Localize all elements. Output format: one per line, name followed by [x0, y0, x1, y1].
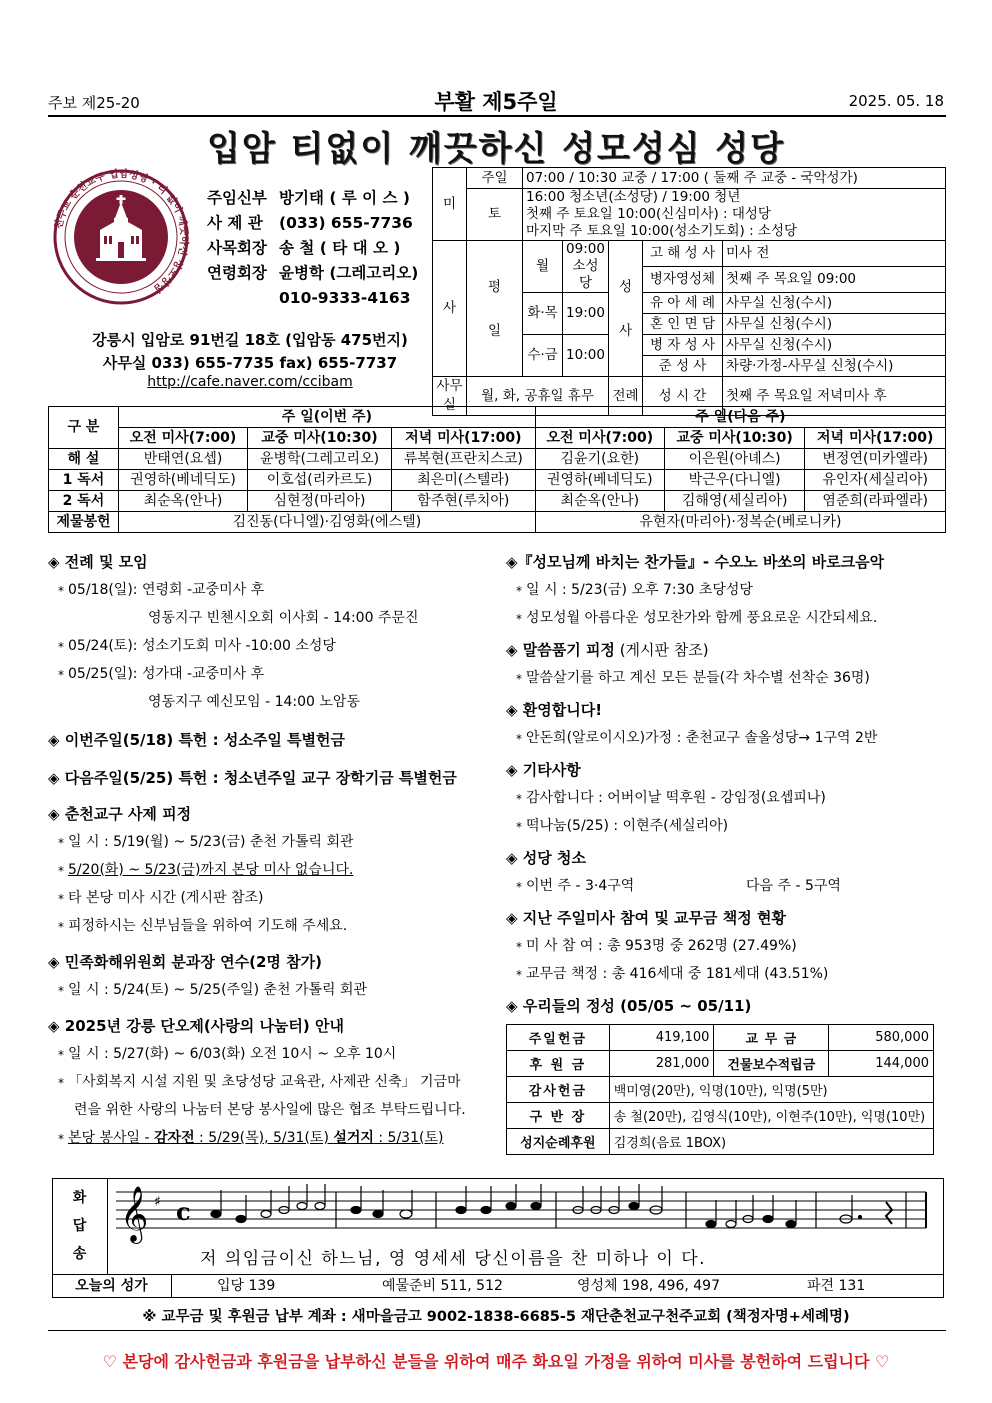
offering-value: 281,000 [609, 1051, 714, 1077]
staff-list [207, 186, 418, 311]
offering-value: 419,100 [609, 1025, 714, 1051]
table-row [49, 491, 946, 512]
service-item-1: 감자전 [154, 1130, 195, 1146]
sacrament-name: 준 성 사 [643, 356, 723, 377]
section-title: ◈ 민족화해위원회 분과장 연수(2명 참가) [48, 953, 322, 971]
hymn-communion: 영성체 198, 496, 497 [577, 1278, 720, 1294]
council-role: 사목회장 [207, 239, 267, 257]
pastor-role: 주임신부 [207, 189, 267, 207]
sacrament-name: 병자영성체 [643, 267, 723, 293]
seal-text: 천주교 춘천교구 입암성당 · 티 없이 깨끗하신 성모성심 [53, 168, 190, 295]
office-hours: 월, 화, 공휴일 휴무 [467, 377, 609, 416]
section-title: ◈ 전례 및 모임 [48, 553, 148, 571]
monday-label: 월 [523, 241, 563, 293]
offering-value: 송 철(20만), 김영식(10만), 이현주(10만), 익명(10만) [609, 1103, 933, 1129]
table-cell: 박근우(다니엘) [664, 470, 805, 491]
sacrament-label-1: 성 [618, 278, 633, 295]
svg-text:♯: ♯ [154, 1194, 161, 1210]
section-title: ◈ 지난 주일미사 참여 및 교무금 책정 현황 [506, 909, 786, 927]
offerings-table [506, 1024, 934, 1155]
service-item-2: 설거지 [333, 1130, 374, 1146]
table-cell: 최순옥(안나) [119, 491, 248, 512]
svg-text:c: c [176, 1197, 191, 1226]
section-title [506, 636, 946, 664]
hymn-dismissal: 파견 131 [807, 1278, 866, 1294]
table-cell: 최순옥(안나) [535, 491, 664, 512]
liturgy-roles-table [48, 406, 946, 533]
section-title: ◈ 다음주일(5/25) 특헌 : 청소년주일 교구 장학기금 특별헌금 [48, 769, 457, 787]
office-phone-line: 사무실 033) 655-7735 fax) 655-7737 [102, 354, 398, 372]
service-dates-2: : 5/31(토) [373, 1130, 444, 1146]
wedfri-time: 10:00 [563, 335, 609, 377]
mass-label-sa: 사 [433, 241, 467, 377]
col-header: 오전 미사(7:00) [119, 428, 248, 449]
address-line: 강릉시 입암로 91번길 18호 (입암동 475번지) [92, 331, 408, 349]
table-cell: 권영하(베네딕도) [535, 470, 664, 491]
list-item: * 떡나눔(5/25) : 이현주(세실리아) [506, 812, 946, 840]
list-item: * 성모성월 아름다운 성모찬가와 함께 풍요로운 시간되세요. [506, 604, 946, 632]
offering-label: 성지순례후원 [507, 1129, 610, 1155]
cleaning-next-week: 다음 주 - 5구역 [746, 878, 841, 894]
sat-line-1: 16:00 청소년(소성당) / 19:00 청년 [526, 189, 741, 205]
next-week-header: 주 일(다음 주) [535, 407, 945, 428]
sacrament-value: 미사 전 [723, 241, 946, 267]
church-title: 입암 티없이 깨끗하신 성모성심 성당 [206, 129, 785, 169]
sat-line-2: 첫째 주 토요일 10:00(신심미사) : 대성당 [526, 206, 771, 222]
list-item: 영동지구 빈첸시오회 이사회 - 14:00 주문진 [148, 610, 419, 626]
col-header: 교중 미사(10:30) [248, 428, 392, 449]
list-item [48, 1124, 498, 1152]
saturday-times [523, 189, 946, 241]
hymn-row [52, 1274, 944, 1298]
list-item: * 피정하시는 신부님들을 위하여 기도해 주세요. [48, 912, 498, 940]
table-cell: 유인자(세실리아) [805, 470, 946, 491]
list-item [506, 872, 946, 900]
offertory-this-week: 김진동(다니엘)·김영화(에스텔) [119, 512, 536, 533]
account-divider [48, 1330, 946, 1331]
table-cell: 이호섭(리카르도) [248, 470, 392, 491]
list-item: * 05/18(일): 연령회 -교중미사 후 [48, 576, 498, 604]
offering-label: 후 원 금 [507, 1051, 610, 1077]
hymn-label: 오늘의 성가 [52, 1275, 172, 1298]
bank-account: ※ 교무금 및 후원금 납부 계좌 : 새마을금고 9002-1838-6685-5 재단춘천교구천주교회 (책정자명+세례명) [142, 1309, 850, 1325]
list-item: * 안돈희(알로이시오)가정 : 춘천교구 솔올성당→ 1구역 2반 [506, 724, 946, 752]
offering-value: 144,000 [829, 1051, 934, 1077]
sunday-label: 주일 [467, 168, 523, 189]
list-item: * 교무금 책정 : 총 416세대 중 181세대 (43.51%) [506, 960, 946, 988]
saturday-label: 토 [467, 189, 523, 241]
cafe-link[interactable]: http://cafe.naver.com/ccibam [147, 374, 353, 390]
section-title: ◈ 기타사항 [506, 761, 581, 779]
offering-value: 580,000 [829, 1025, 934, 1051]
council-name: 송 철 ( 타 대 오 ) [279, 239, 401, 257]
table-row [49, 512, 946, 533]
church-seal-icon [52, 168, 190, 306]
weekday-label: 평 일 [467, 241, 523, 377]
col-header: 오전 미사(7:00) [535, 428, 664, 449]
sacrament-label-2: 사 [618, 322, 633, 339]
list-item: 영동지구 예신모임 - 14:00 노암동 [148, 694, 360, 710]
offering-value: 백미영(20만), 익명(10만), 익명(5만) [609, 1077, 933, 1103]
sacrament-value: 첫째 주 목요일 저녁미사 후 [723, 377, 946, 416]
bulletin-date: 2025. 05. 18 [848, 92, 944, 110]
table-cell: 심현정(마리아) [248, 491, 392, 512]
offering-label: 주일헌금 [507, 1025, 610, 1051]
footer-note: ♡ 본당에 감사헌금과 후원금을 납부하신 분들을 위하여 매주 화요일 가정을 위하여 미사를 봉헌하여 드립니다 ♡ [102, 1352, 890, 1371]
no-mass-notice: 5/20(화) ~ 5/23(금)까지 본당 미사 없습니다. [68, 862, 354, 878]
address-block [60, 329, 440, 375]
section-title: ◈ 춘천교구 사제 피정 [48, 805, 192, 823]
notices-right [506, 544, 946, 1020]
service-dates-1: : 5/29(목), 5/31(토) [194, 1130, 334, 1146]
table-cell: 이은원(아녜스) [664, 449, 805, 470]
union-role: 연령회장 [207, 264, 267, 282]
section-title: ◈『성모님께 바치는 찬가들』- 수오노 바쏘의 바로크음악 [506, 553, 885, 571]
table-cell: 염준희(라파엘라) [805, 491, 946, 512]
bulletin-number: 주보 제25-20 [48, 94, 140, 112]
list-item: 련을 위한 사랑의 나눔터 본당 봉사일에 많은 협조 부탁드립니다. [74, 1102, 466, 1118]
list-item: * 일 시 : 5/24(토) ~ 5/25(주일) 춘천 가톨릭 회관 [48, 976, 498, 1004]
office-label: 사무실 [433, 377, 467, 416]
table-cell: 변정연(미카엘라) [805, 449, 946, 470]
monday-place: 소성당 [572, 258, 599, 291]
section-title-text: ◈ 말씀품기 피정 [506, 641, 615, 659]
offering-value: 김경희(음료 1BOX) [609, 1129, 933, 1155]
section-title: ◈ 이번주일(5/18) 특헌 : 성소주일 특별헌금 [48, 731, 346, 749]
psalm-lyrics: 저 의임금이신 하느님, 영 영세세 당신이름을 찬 미하나 이 다. [200, 1249, 707, 1269]
offertory-next-week: 유현자(마리아)·정복순(베로니카) [535, 512, 945, 533]
row-label: 해 설 [49, 449, 119, 470]
tuethu-time: 19:00 [563, 293, 609, 335]
service-day-label: 본당 봉사일 - [68, 1130, 155, 1146]
list-item: * 일 시 : 5/23(금) 오후 7:30 초당성당 [506, 576, 946, 604]
table-cell: 류복현(프란치스코) [391, 449, 535, 470]
mass-label-mi: 미 [433, 168, 467, 241]
list-item: * 미 사 참 여 : 총 953명 중 262명 (27.49%) [506, 932, 946, 960]
list-item: * 05/24(토): 성소기도회 미사 -10:00 소성당 [48, 632, 498, 660]
table-row [49, 449, 946, 470]
table-cell: 반태연(요셉) [119, 449, 248, 470]
liturgy-label: 전례 [609, 377, 643, 416]
union-phone: 010-9333-4163 [279, 289, 411, 307]
sacrament-name: 병 자 성 사 [643, 335, 723, 356]
section-title: ◈ 성당 청소 [506, 849, 586, 867]
sacrament-value: 사무실 신청(수시) [723, 335, 946, 356]
list-item: * 「사회복지 시설 지원 및 초당성당 교육관, 사제관 신축」 기금마 [48, 1068, 498, 1096]
col-header: 저녁 미사(17:00) [805, 428, 946, 449]
list-item: * 일 시 : 5/19(월) ~ 5/23(금) 춘천 가톨릭 회관 [48, 828, 498, 856]
sacrament-value: 차량·가정-사무실 신청(수시) [723, 356, 946, 377]
hymn-entrance: 입당 139 [217, 1278, 276, 1294]
monday-time [563, 241, 609, 293]
offering-label: 교 무 금 [714, 1025, 829, 1051]
service-day-text [68, 1130, 443, 1146]
notices-left [48, 544, 498, 1152]
section-title: ◈ 2025년 강릉 단오제(사랑의 나눔터) 안내 [48, 1017, 344, 1035]
row-label: 2 독서 [49, 491, 119, 512]
sacrament-name: 고 해 성 사 [643, 241, 723, 267]
rectory-role: 사 제 관 [207, 214, 263, 232]
monday-time-value: 09:00 [566, 241, 605, 257]
table-cell: 윤병학(그레고리오) [248, 449, 392, 470]
list-item [48, 856, 498, 884]
table-cell: 권영하(베네딕도) [119, 470, 248, 491]
sacrament-value: 사무실 신청(수시) [723, 314, 946, 335]
svg-text:𝄞: 𝄞 [120, 1186, 149, 1242]
sacrament-name: 혼 인 면 담 [643, 314, 723, 335]
wedfri-label: 수·금 [523, 335, 563, 377]
list-item: * 일 시 : 5/27(화) ~ 6/03(화) 오전 10시 ~ 오후 10시 [48, 1040, 498, 1068]
list-item: * 05/25(일): 성가대 -교중미사 후 [48, 660, 498, 688]
offering-label: 감사헌금 [507, 1077, 610, 1103]
sacrament-name: 성 시 간 [643, 377, 723, 416]
cleaning-this-week: 이번 주 - 3·4구역 [526, 878, 635, 894]
liturgical-week: 부활 제5주일 [434, 90, 558, 114]
col-header: 교중 미사(10:30) [664, 428, 805, 449]
sacrament-value: 사무실 신청(수시) [723, 293, 946, 314]
pastor-name: 방기태 ( 루 이 스 ) [279, 189, 410, 207]
union-name: 윤병학 (그레고리오) [279, 264, 419, 282]
rectory-phone: (033) 655-7736 [279, 214, 413, 232]
table-cell: 함주현(루치아) [391, 491, 535, 512]
list-item: * 감사합니다 : 어버이날 떡후원 - 강임정(요셉피나) [506, 784, 946, 812]
sunday-times: 07:00 / 10:30 교중 / 17:00 ( 둘째 주 교중 - 국악성가) [523, 168, 946, 189]
row-label: 제물봉헌 [49, 512, 119, 533]
this-week-header: 주 일(이번 주) [119, 407, 536, 428]
psalm-label: 화 답 송 [52, 1178, 108, 1274]
row-label: 1 독서 [49, 470, 119, 491]
offering-label: 건물보수적립금 [714, 1051, 829, 1077]
roles-gubun: 구 분 [49, 407, 119, 449]
hymn-offertory: 예물준비 511, 512 [382, 1278, 503, 1294]
sacrament-label [609, 241, 643, 377]
sacrament-value: 첫째 주 목요일 09:00 [723, 267, 946, 293]
section-title: ◈ 우리들의 정성 (05/05 ~ 05/11) [506, 997, 752, 1015]
music-staff-icon [116, 1184, 936, 1248]
sat-line-3: 마지막 주 토요일 10:00(성소기도회) : 소성당 [526, 223, 798, 239]
list-item: * 타 본당 미사 시간 (게시판 참조) [48, 884, 498, 912]
sacrament-name: 유 아 세 례 [643, 293, 723, 314]
offering-label: 구 반 장 [507, 1103, 610, 1129]
col-header: 저녁 미사(17:00) [391, 428, 535, 449]
list-item: * 말씀살기를 하고 계신 모든 분들(각 차수별 선착순 36명) [506, 664, 946, 692]
table-cell: 최은미(스텔라) [391, 470, 535, 491]
table-cell: 김해영(세실리아) [664, 491, 805, 512]
tuethu-label: 화·목 [523, 293, 563, 335]
section-note: (게시판 참조) [614, 641, 709, 659]
header-divider [48, 115, 946, 117]
table-cell: 김윤기(요한) [535, 449, 664, 470]
section-title: ◈ 환영합니다! [506, 701, 603, 719]
table-row [49, 470, 946, 491]
mass-schedule-table [432, 167, 946, 416]
